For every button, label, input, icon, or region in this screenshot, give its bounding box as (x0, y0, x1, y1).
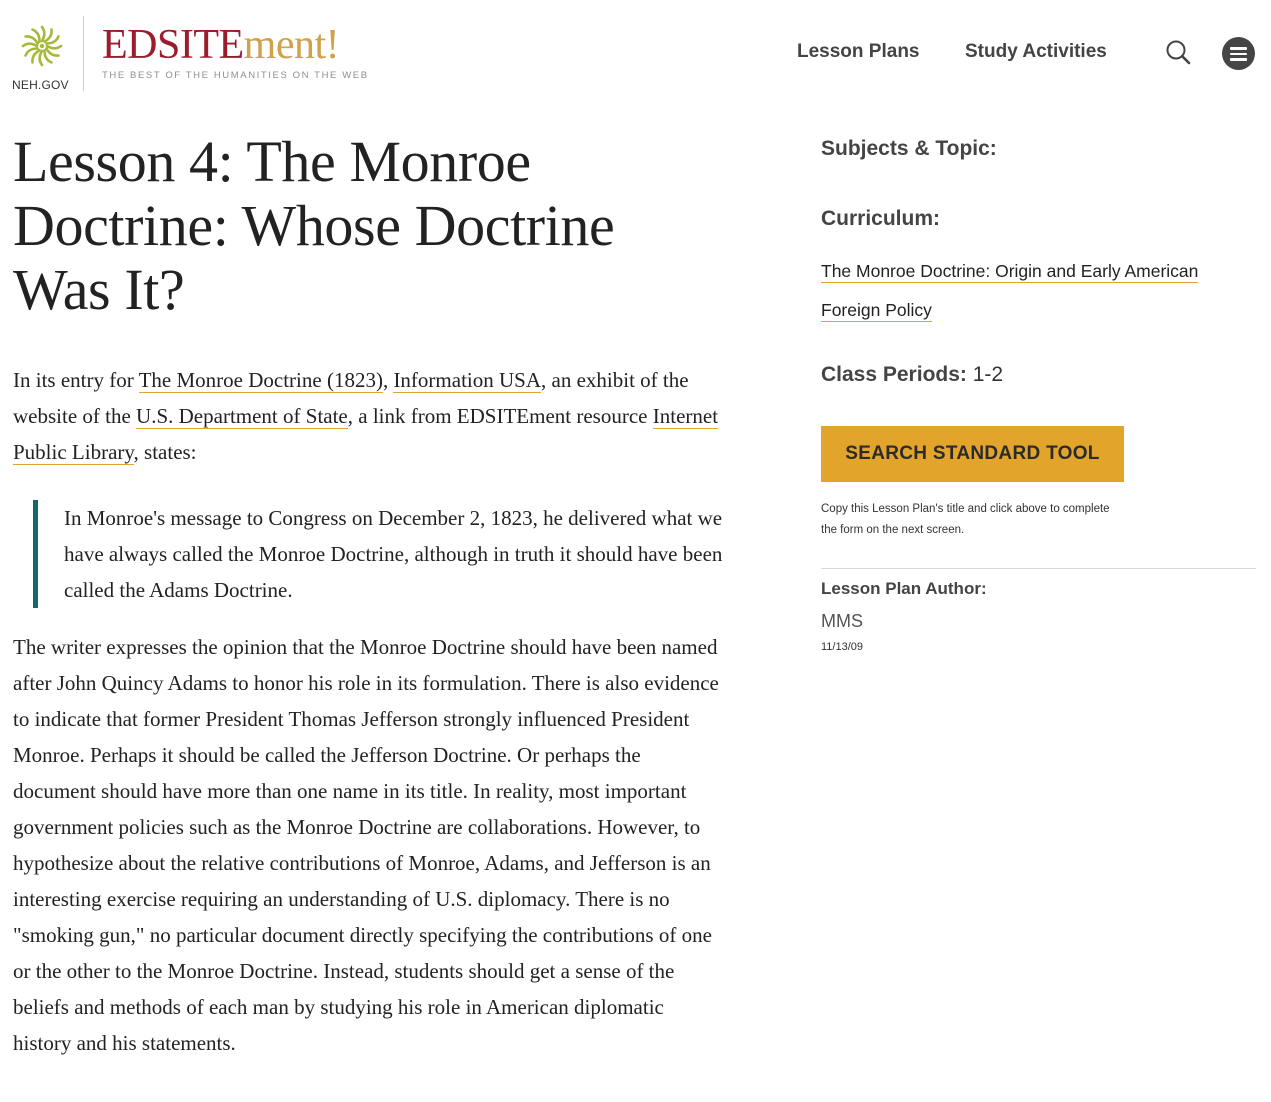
class-periods (821, 363, 1003, 387)
logo-divider (83, 16, 84, 91)
intro-paragraph (13, 362, 723, 470)
link-us-department-of-state[interactable]: U.S. Department of State (136, 404, 348, 428)
site-header (0, 0, 1271, 110)
curriculum-link[interactable]: The Monroe Doctrine: Origin and Early American Foreign Policy (821, 261, 1199, 320)
body-paragraph: The writer expresses the opinion that the Monroe Doctrine should have been named after John Quincy Adams to honor his role in its formulation. There is also evidence to indicate that former President Thomas Jefferson strongly influenced President Monroe. Perhaps it should be called the Jefferson Doctrine. Or perhaps the document should have more than one name in its title. In reality, most important government policies such as the Monroe Doctrine are collaborations. However, to hypothesize about the relative contributions of Monroe, Adams, and Jefferson is an interesting exercise requiring an understanding of U.S. diplomacy. There is no "smoking gun," no particular document directly specifying the contributions of one or the other to the Monroe Doctrine. Instead, students should get a sense of the beliefs and methods of each man by studying his role in American diplomatic history and his statements. (13, 635, 719, 1055)
menu-button[interactable] (1222, 37, 1255, 70)
brand-title-part2: ment! (243, 22, 340, 68)
link-monroe-doctrine-1823[interactable]: The Monroe Doctrine (1823) (138, 368, 383, 392)
search-icon (1163, 38, 1193, 68)
page-title: Lesson 4: The Monroe Doctrine: Whose Doctrine Was It? (13, 129, 615, 322)
curriculum-heading: Curriculum: (821, 207, 941, 230)
search-standard-tool-button[interactable]: SEARCH STANDARD TOOL (821, 426, 1124, 482)
hamburger-menu-icon-line (1230, 53, 1247, 56)
intro-text: , states: (133, 440, 197, 464)
nav-study-activities[interactable]: Study Activities (965, 41, 1107, 62)
author-date: 11/13/09 (821, 641, 864, 653)
neh-label: NEH.GOV (12, 78, 69, 92)
brand-tagline: THE BEST OF THE HUMANITIES ON THE WEB (102, 70, 369, 81)
subjects-heading: Subjects & Topic: (821, 137, 997, 160)
link-information-usa[interactable]: Information USA (393, 368, 542, 392)
sidebar-divider (821, 568, 1256, 569)
neh-sunburst-icon (20, 24, 64, 68)
hamburger-menu-icon-line (1230, 58, 1247, 61)
intro-text: , an exhibit of the website of the (13, 368, 689, 428)
quote-text: In Monroe's message to Congress on December 2, 1823, he delivered what we have always called the Monroe Doctrine, although in truth it should have been called the Adams Doctrine. (64, 506, 723, 602)
curriculum-link-wrap (821, 252, 1241, 330)
author-heading: Lesson Plan Author: (821, 579, 987, 598)
class-periods-label: Class Periods: (821, 363, 967, 386)
author-name: MMS (821, 611, 863, 631)
edsitement-logo[interactable] (102, 24, 369, 81)
standard-tool-note: Copy this Lesson Plan's title and click above to complete the form on the next screen. (821, 503, 1110, 536)
blockquote (33, 500, 723, 608)
link-internet-public-library[interactable]: Internet Public Library (13, 404, 719, 464)
neh-home-link[interactable] (12, 24, 72, 92)
nav-lesson-plans[interactable]: Lesson Plans (797, 41, 920, 62)
search-button[interactable] (1163, 38, 1193, 68)
intro-text: In its entry for (13, 368, 139, 392)
brand-title (102, 24, 369, 66)
intro-text: , a link from EDSITEment resource (347, 404, 653, 428)
class-periods-value: 1-2 (966, 363, 1004, 386)
hamburger-menu-icon (1230, 47, 1247, 50)
intro-text: , (382, 368, 394, 392)
main-content (13, 129, 723, 1055)
brand-title-part1: EDSITE (102, 22, 244, 68)
